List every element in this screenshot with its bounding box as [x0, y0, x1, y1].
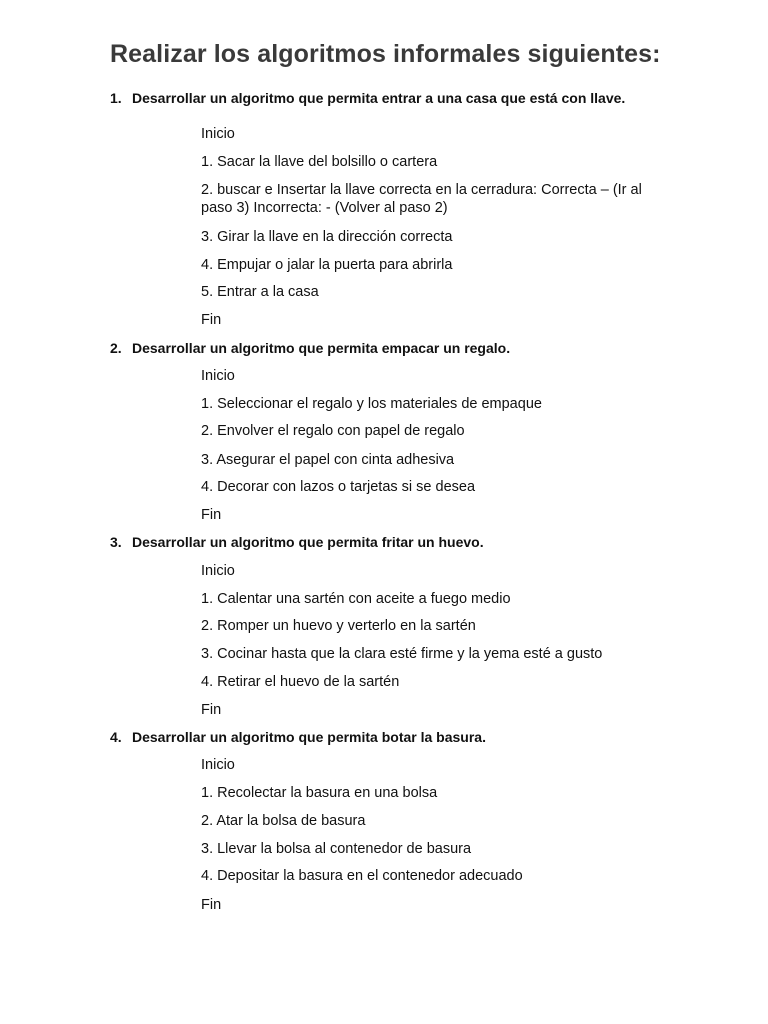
step-end: Fin [201, 702, 222, 718]
step-line: 2. buscar e Insertar la llave correcta en la cerradura: Correcta – (Ir al paso 3) Incorrecta: - (Volver al paso 2) [201, 182, 642, 216]
step-line: 3. Asegurar el papel con cinta adhesiva [201, 452, 455, 468]
step-start: Inicio [201, 126, 235, 142]
page-title: Realizar los algoritmos informales siguientes: [110, 40, 661, 68]
question-text: Desarrollar un algoritmo que permita empacar un regalo. [132, 340, 511, 356]
step-end: Fin [201, 312, 222, 328]
step-line: 5. Entrar a la casa [201, 284, 319, 300]
step-line: 2. Romper un huevo y verterlo en la sartén [201, 618, 476, 634]
step-start: Inicio [201, 757, 235, 773]
step-line: 2. Envolver el regalo con papel de regalo [201, 423, 465, 439]
step-line: 4. Decorar con lazos o tarjetas si se desea [201, 479, 476, 495]
question-number: 4. [110, 729, 122, 745]
step-line: 1. Sacar la llave del bolsillo o cartera [201, 154, 438, 170]
step-end: Fin [201, 507, 222, 523]
step-start: Inicio [201, 368, 235, 384]
step-line: 1. Calentar una sartén con aceite a fuego medio [201, 591, 511, 607]
question-text: Desarrollar un algoritmo que permita fritar un huevo. [132, 534, 484, 550]
step-line: 1. Seleccionar el regalo y los materiales de empaque [201, 396, 542, 412]
step-line: 2. Atar la bolsa de basura [201, 813, 366, 829]
step-line: 3. Llevar la bolsa al contenedor de basura [201, 841, 472, 857]
question-text: Desarrollar un algoritmo que permita entrar a una casa que está con llave. [132, 90, 626, 106]
step-line: 4. Depositar la basura en el contenedor adecuado [201, 868, 523, 884]
question-1 [110, 89, 650, 107]
question-number: 2. [110, 340, 122, 356]
step-line: 4. Empujar o jalar la puerta para abrirla [201, 257, 453, 273]
step-line: 3. Girar la llave en la dirección correcta [201, 229, 453, 245]
question-number: 3. [110, 534, 122, 550]
step-line: 4. Retirar el huevo de la sartén [201, 674, 400, 690]
question-3 [110, 533, 650, 551]
question-number: 1. [110, 90, 122, 106]
step-line: 1. Recolectar la basura en una bolsa [201, 785, 438, 801]
step-line: 3. Cocinar hasta que la clara esté firme y la yema esté a gusto [201, 646, 603, 662]
question-text: Desarrollar un algoritmo que permita botar la basura. [132, 729, 486, 745]
step-start: Inicio [201, 563, 235, 579]
step-end: Fin [201, 897, 222, 913]
question-4 [110, 728, 650, 746]
question-2 [110, 339, 650, 357]
